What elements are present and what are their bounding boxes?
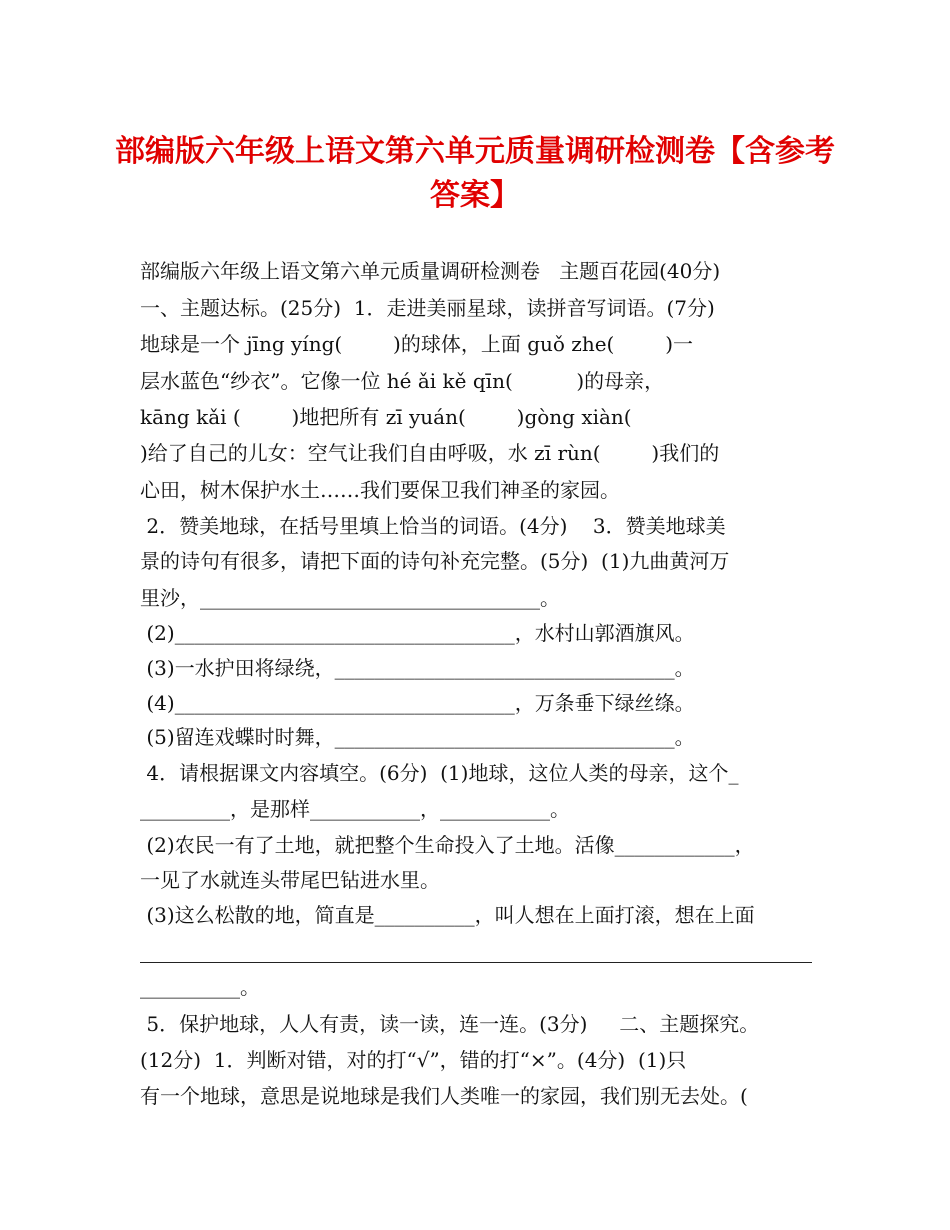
body-line: 4．请根据课文内容填空。(6分) (1)地球，这位人类的母亲，这个_ bbox=[140, 761, 739, 785]
body-line: 一见了水就连头带尾巴钻进水里。 bbox=[140, 868, 440, 892]
body-line: 5．保护地球，人人有责，读一读，连一连。(3分) 二、主题探究。 bbox=[140, 1012, 760, 1036]
body-line: 有一个地球，意思是说地球是我们人类唯一的家园，我们别无去处。( bbox=[140, 1084, 748, 1108]
body-line: 层水蓝色“纱衣”。它像一位 hé ǎi kě qīn( )的母亲， bbox=[140, 369, 665, 393]
body-line: (2)农民一有了土地，就把整个生命投入了土地。活像____________， bbox=[140, 833, 755, 857]
document-title-line-1: 部编版六年级上语文第六单元质量调研检测卷【含参考 bbox=[115, 134, 835, 169]
body-line: kāng kǎi ( )地把所有 zī yuán( )gòng xiàn( bbox=[140, 405, 632, 429]
body-line: (4)__________________________________，万条垂下绿丝绦。 bbox=[140, 691, 695, 715]
body-line: 部编版六年级上语文第六单元质量调研检测卷 主题百花园(40分) bbox=[140, 259, 721, 283]
body-line: (3)这么松散的地，简直是__________，叫人想在上面打滚，想在上面 bbox=[140, 903, 755, 927]
body-line: 地球是一个 jīng yíng( )的球体，上面 guǒ zhe( )一 bbox=[140, 332, 693, 356]
body-line: 景的诗句有很多，请把下面的诗句补充完整。(5分) (1)九曲黄河万 bbox=[140, 549, 730, 573]
document-title-line-2: 答案】 bbox=[430, 178, 520, 213]
blank-answer-line bbox=[140, 962, 812, 963]
body-line: (2)__________________________________，水村山郭酒旗风。 bbox=[140, 621, 695, 645]
body-line: )给了自己的儿女：空气让我们自由呼吸，水 zī rùn( )我们的 bbox=[140, 441, 720, 465]
body-line: (12分) 1．判断对错，对的打“√”，错的打“×”。(4分) (1)只 bbox=[140, 1048, 687, 1072]
body-line: 里沙，__________________________________。 bbox=[140, 586, 560, 610]
body-line: 2．赞美地球，在括号里填上恰当的词语。(4分) 3．赞美地球美 bbox=[140, 514, 726, 538]
body-line: __________。 bbox=[140, 975, 260, 999]
body-line: (3)一水护田将绿绕，__________________________________。 bbox=[140, 656, 695, 680]
body-line: 一、主题达标。(25分) 1．走进美丽星球，读拼音写词语。(7分) bbox=[140, 296, 715, 320]
body-line: (5)留连戏蝶时时舞，__________________________________。 bbox=[140, 725, 695, 749]
body-line: _________，是那样___________，___________。 bbox=[140, 797, 570, 821]
body-line: 心田，树木保护水土……我们要保卫我们神圣的家园。 bbox=[140, 478, 620, 502]
